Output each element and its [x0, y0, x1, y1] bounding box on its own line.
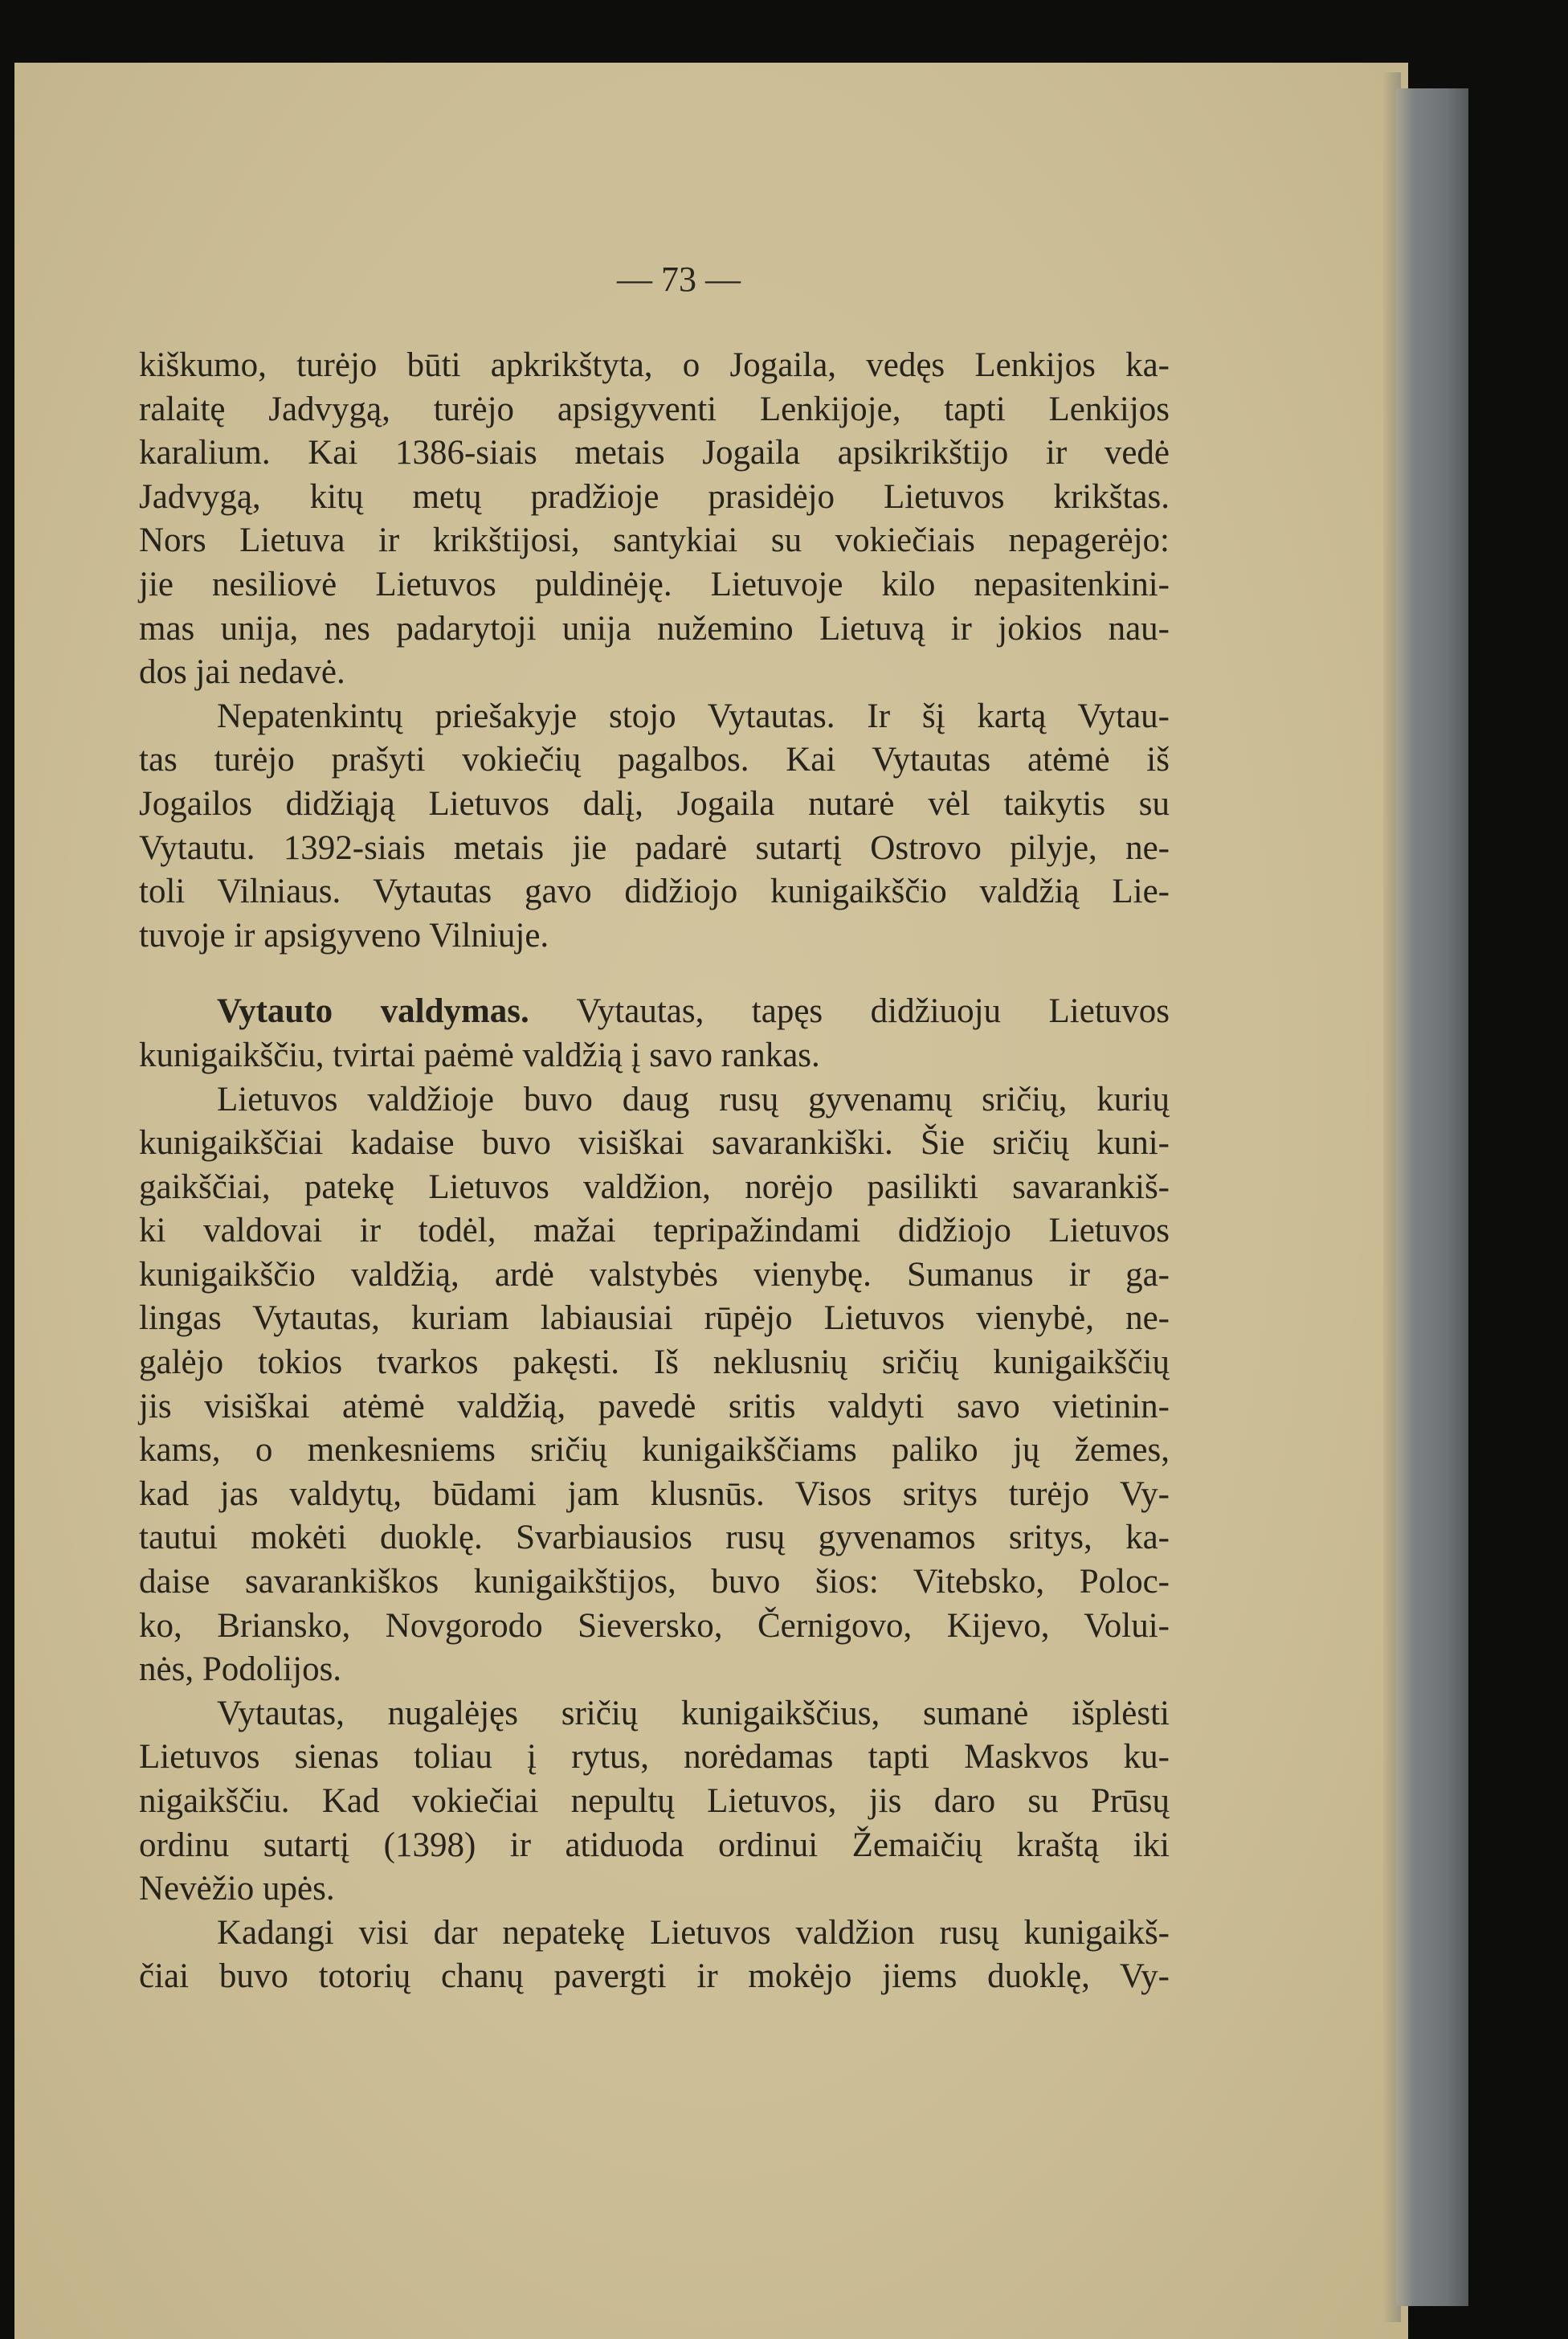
text-line: Jadvygą, kitų metų pradžioje prasidėjo Lietuvos krikštas. [139, 477, 1170, 516]
text-line: Kadangi visi dar nepatekę Lietuvos valdžion rusų kunigaikš- [217, 1913, 1170, 1952]
text-line: lingas Vytautas, kuriam labiausiai rūpėjo Lietuvos vienybė, ne- [139, 1299, 1170, 1338]
text-line: karalium. Kai 1386-siais metais Jogaila apsikrikštijo ir vedė [139, 434, 1170, 472]
text-line: kams, o menkesniems sričių kunigaikščiams paliko jų žemes, [139, 1431, 1170, 1470]
text-line: gaikščiai, patekę Lietuvos valdžion, norėjo pasilikti savarankiš- [139, 1167, 1170, 1206]
text-line: tuvoje ir apsigyveno Vilniuje. [139, 916, 549, 955]
body-text [139, 344, 1170, 1999]
section-heading: Vytauto valdymas. [217, 992, 529, 1031]
paragraphs-after-section [139, 1078, 1170, 1999]
text-line: ko, Briansko, Novgorodo Sieversko, Černigovo, Kijevo, Volui- [139, 1606, 1170, 1645]
text-line: galėjo tokios tvarkos pakęsti. Iš neklusnių sričių kunigaikščių [139, 1343, 1170, 1382]
paragraph [139, 1912, 1170, 1999]
text-line: ki valdovai ir todėl, mažai tepripažindami didžiojo Lietuvos [139, 1212, 1170, 1250]
text-line: daise savarankiškos kunigaikštijos, buvo šios: Vitebsko, Poloc- [139, 1563, 1170, 1601]
text-line: dos jai nedavė. [139, 653, 345, 692]
section-first-line-text: Vytautas, tapęs didžiuoju Lietuvos [576, 992, 1170, 1031]
text-line: Nepatenkintų priešakyje stojo Vytautas. Ir šį kartą Vytau- [217, 697, 1170, 735]
text-line: jis visiškai atėmė valdžią, pavedė sritis valdyti savo vietinin- [139, 1387, 1170, 1425]
text-line: Lietuvos valdžioje buvo daug rusų gyvenamų sričių, kurių [217, 1080, 1170, 1118]
text-line: Vytautas, nugalėjęs sričių kunigaikščius, sumanė išplėsti [217, 1694, 1170, 1732]
section-gap [139, 958, 1170, 990]
paragraph [139, 695, 1170, 959]
text-line: kunigaikščio valdžią, ardė valstybės vienybę. Sumanus ir ga- [139, 1255, 1170, 1294]
text-line: kiškumo, turėjo būti apkrikštyta, o Jogaila, vedęs Lenkijos ka- [139, 346, 1170, 384]
book-edge [1396, 88, 1468, 2306]
text-line: tautui mokėti duoklę. Svarbiausios rusų gyvenamos sritys, ka- [139, 1519, 1170, 1557]
text-line: toli Vilniaus. Vytautas gavo didžiojo kunigaikščio valdžią Lie- [139, 873, 1170, 911]
paragraph [139, 1078, 1170, 1692]
text-line: Nevėžio upės. [139, 1870, 335, 1908]
paragraphs-before-section [139, 344, 1170, 958]
text-line: tas turėjo prašyti vokiečių pagalbos. Kai Vytautas atėmė iš [139, 741, 1170, 779]
text-line: Vytautu. 1392-siais metais jie padarė sutartį Ostrovo pilyje, ne- [139, 828, 1170, 867]
section-first-line [139, 990, 1170, 1034]
text-line: mas unija, nes padarytoji unija nužemino Lietuvą ir jokios nau- [139, 609, 1170, 648]
text-line: ralaitę Jadvygą, turėjo apsigyventi Lenkijoje, tapti Lenkijos [139, 390, 1170, 428]
text-line: kunigaikščiai kadaise buvo visiškai savarankiški. Šie sričių kuni- [139, 1124, 1170, 1163]
text-line: nės, Podolijos. [139, 1650, 342, 1689]
text-line: nigaikščiu. Kad vokiečiai nepultų Lietuvos, jis daro su Prūsų [139, 1782, 1170, 1820]
text-line: jie nesiliovė Lietuvos puldinėję. Lietuvoje kilo nepasitenkini- [139, 565, 1170, 603]
text-line: kunigaikščiu, tvirtai paėmė valdžią į savo rankas. [139, 1036, 820, 1074]
paragraph [139, 1692, 1170, 1912]
section-vytauto-valdymas [139, 990, 1170, 1077]
text-line: čiai buvo totorių chanų pavergti ir mokėjo jiems duoklę, Vy- [139, 1957, 1170, 1996]
text-line: Nors Lietuva ir krikštijosi, santykiai su vokiečiais nepagerėjo: [139, 521, 1170, 560]
text-line: Lietuvos sienas toliau į rytus, norėdamas tapti Maskvos ku- [139, 1738, 1170, 1777]
text-line: ordinu sutartį (1398) ir atiduoda ordinui Žemaičių kraštą iki [139, 1826, 1170, 1864]
text-line: Jogailos didžiąją Lietuvos dalį, Jogaila nutarė vėl taikytis su [139, 784, 1170, 823]
text-line: kad jas valdytų, būdami jam klusnūs. Visos sritys turėjo Vy- [139, 1474, 1170, 1513]
page-number: — 73 — [617, 260, 741, 299]
paragraph [139, 344, 1170, 695]
